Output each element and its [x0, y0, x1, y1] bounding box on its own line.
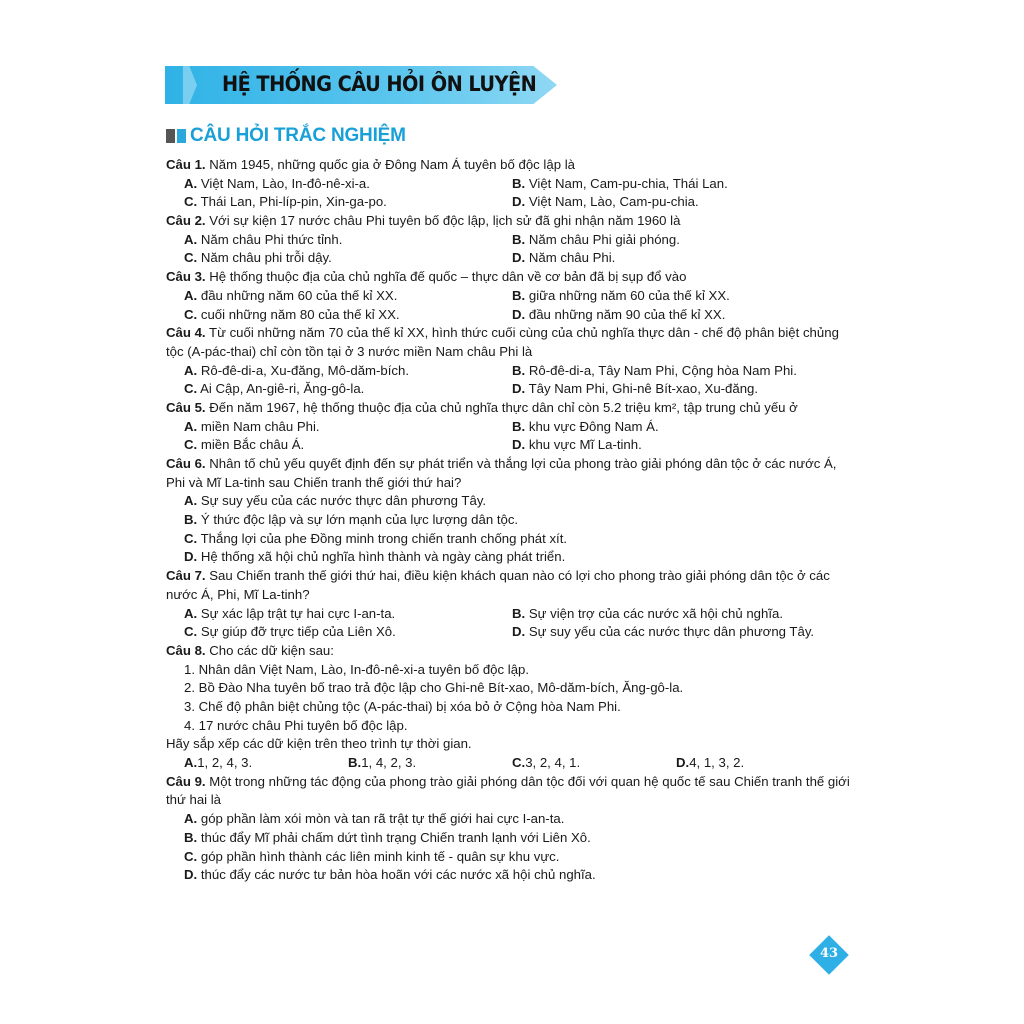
option: A. Việt Nam, Lào, In-đô-nê-xi-a. [184, 175, 370, 191]
option: D. khu vực Mĩ La-tinh. [512, 437, 642, 453]
option: C. Sự giúp đỡ trực tiếp của Liên Xô. [184, 624, 396, 640]
option-row [166, 193, 856, 212]
page-title: HỆ THỐNG CÂU HỎI ÔN LUYỆN [222, 72, 537, 96]
option: A. đầu những năm 60 của thế kỉ XX. [184, 287, 398, 303]
question-stem: Câu 6. Nhân tố chủ yếu quyết định đến sự phát triển và thắng lợi của phong trào giải phóng dân tộc ở các nước Á, Phi và Mĩ La-tinh sau Chiến tranh thế giới thứ hai? [166, 456, 837, 490]
option: B. 1, 4, 2, 3. [348, 755, 417, 771]
question-stem: Câu 1. Năm 1945, những quốc gia ở Đông Nam Á tuyên bố độc lập là [166, 157, 575, 172]
fact-item: 4. 17 nước châu Phi tuyên bố độc lập. [184, 717, 408, 733]
option-row [166, 362, 856, 381]
section-marker-blue [177, 129, 186, 143]
page-number-badge [810, 936, 848, 974]
question-stem: Câu 5. Đến năm 1967, hệ thống thuộc địa của chủ nghĩa thực dân chỉ còn 5.2 triệu km², tập trung chủ yếu ở [166, 399, 798, 415]
fact-item: 3. Chế độ phân biệt chủng tộc (A-pác-thai) bị xóa bỏ ở Cộng hòa Nam Phi. [184, 698, 621, 714]
option: C. 3, 2, 4, 1. [512, 755, 581, 771]
option-row [166, 287, 856, 306]
option: B. giữa những năm 60 của thế kỉ XX. [512, 287, 730, 303]
option: D. Tây Nam Phi, Ghi-nê Bít-xao, Xu-đăng. [512, 381, 759, 397]
option: D. đầu những năm 90 của thế kỉ XX. [512, 306, 726, 322]
option-row [166, 605, 856, 624]
question-stem: Câu 7. Sau Chiến tranh thế giới thứ hai, điều kiện khách quan nào có lợi cho phong trào giải phóng dân tộc ở các nước Á, Phi, Mĩ La-tinh? [166, 568, 830, 602]
option: A. Sự xác lập trật tự hai cực I-an-ta. [184, 605, 396, 621]
option: A. Sự suy yếu của các nước thực dân phương Tây. [184, 493, 487, 509]
question-prompt: Hãy sắp xếp các dữ kiện trên theo trình tự thời gian. [166, 736, 472, 752]
question-list [166, 156, 856, 885]
option-row [166, 380, 856, 399]
question-stem: Câu 3. Hệ thống thuộc địa của chủ nghĩa đế quốc – thực dân về cơ bản đã bị sụp đổ vào [166, 269, 687, 285]
option: B. Việt Nam, Cam-pu-chia, Thái Lan. [512, 175, 728, 191]
fact-item: 1. Nhân dân Việt Nam, Lào, In-đô-nê-xi-a tuyên bố độc lập. [184, 661, 530, 677]
option-row [166, 175, 856, 194]
question-stem: Câu 2. Với sự kiện 17 nước châu Phi tuyên bố độc lập, lịch sử đã ghi nhận năm 1960 là [166, 213, 681, 229]
option: B. khu vực Đông Nam Á. [512, 418, 659, 434]
option: C. Năm châu phi trỗi dậy. [184, 250, 332, 266]
option: D. Năm châu Phi. [512, 250, 616, 266]
option-row [166, 418, 856, 437]
option-row [166, 436, 856, 455]
option: D. Hệ thống xã hội chủ nghĩa hình thành và ngày càng phát triển. [184, 549, 566, 565]
question-stem: Câu 4. Từ cuối những năm 70 của thế kỉ XX, hình thức cuối cùng của chủ nghĩa thực dân - chế độ phân biệt chủng tộc (A-pác-thai) chỉ còn tồn tại ở 3 nước miền Nam châu Phi là [166, 325, 839, 359]
option: C. Thắng lợi của phe Đồng minh trong chiến tranh chống phát xít. [184, 530, 568, 546]
option: B. Năm châu Phi giải phóng. [512, 231, 680, 247]
option: D. thúc đẩy các nước tư bản hòa hoãn với các nước xã hội chủ nghĩa. [184, 867, 596, 883]
option-row [166, 623, 856, 642]
option: B. thúc đẩy Mĩ phải chấm dứt tình trạng Chiến tranh lạnh với Liên Xô. [184, 829, 591, 845]
page-number: 43 [819, 946, 839, 961]
question-stem: Câu 8. Cho các dữ kiện sau: [166, 642, 334, 658]
question-stem: Câu 9. Một trong những tác động của phong trào giải phóng dân tộc đối với quan hệ quốc tế sau Chiến tranh thế giới thứ hai là [166, 773, 850, 808]
option: D. Sự suy yếu của các nước thực dân phương Tây. [512, 624, 815, 640]
option-row [166, 231, 856, 250]
option: A. góp phần làm xói mòn và tan rã trật tự thế giới hai cực I-an-ta. [184, 811, 565, 827]
option-row [166, 249, 856, 268]
option-row [166, 754, 856, 773]
option: D. Việt Nam, Lào, Cam-pu-chia. [512, 194, 699, 210]
option: B. Rô-đê-di-a, Tây Nam Phi, Cộng hòa Nam Phi. [512, 362, 797, 378]
option-row [166, 306, 856, 325]
section-marker-gray [166, 129, 175, 143]
option: C. miền Bắc châu Á. [184, 437, 305, 453]
option: C. góp phần hình thành các liên minh kinh tế - quân sự khu vực. [184, 848, 560, 864]
option: A. 1, 2, 4, 3. [184, 755, 253, 771]
option: C. Ai Cập, An-giê-ri, Ăng-gô-la. [184, 381, 365, 397]
option: C. cuối những năm 80 của thế kỉ XX. [184, 306, 400, 322]
option: A. miền Nam châu Phi. [184, 418, 320, 434]
option: A. Năm châu Phi thức tỉnh. [184, 231, 343, 247]
fact-item: 2. Bồ Đào Nha tuyên bố trao trả độc lập cho Ghi-nê Bít-xao, Mô-dăm-bích, Ăng-gô-la. [184, 680, 684, 696]
option: B. Sự viện trợ của các nước xã hội chủ nghĩa. [512, 605, 783, 621]
section-title: CÂU HỎI TRẮC NGHIỆM [190, 125, 406, 146]
option: D. 4, 1, 3, 2. [676, 755, 745, 771]
option: B. Ý thức độc lập và sự lớn mạnh của lực lượng dân tộc. [184, 512, 519, 528]
option: A. Rô-đê-di-a, Xu-đăng, Mô-dăm-bích. [184, 362, 410, 378]
option: C. Thái Lan, Phi-líp-pin, Xin-ga-po. [184, 194, 387, 210]
